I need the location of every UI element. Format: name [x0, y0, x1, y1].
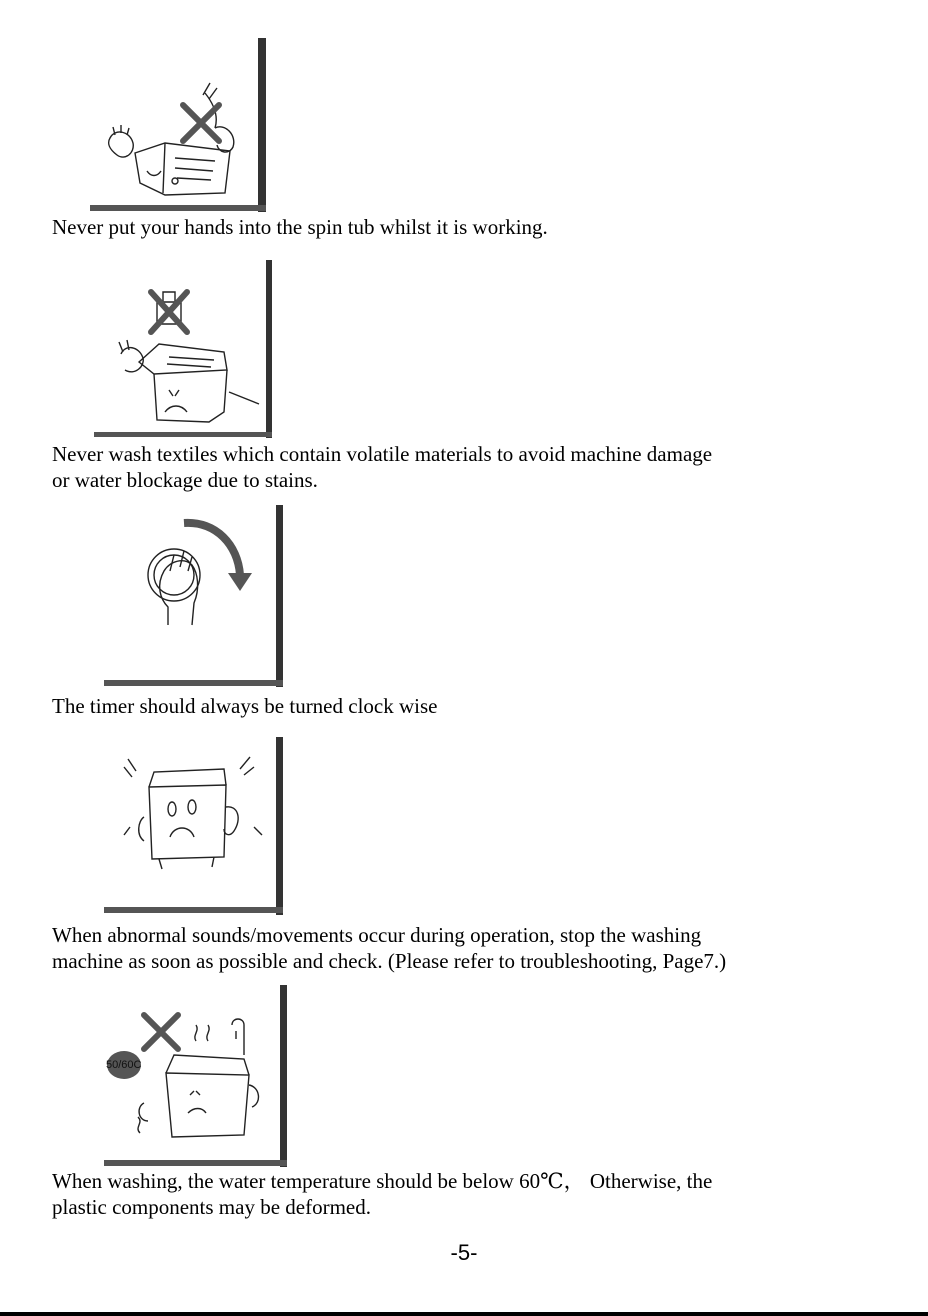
caption-2-line-1: Never wash textiles which contain volatile materials to avoid machine damage [52, 442, 713, 466]
hands-in-spin-tub-prohibited-icon [95, 43, 255, 203]
caption-4-line-2: machine as soon as possible and check. (Please refer to troubleshooting, Page7.) [52, 949, 727, 973]
bottom-rule [0, 1312, 928, 1316]
caption-1-line-1: Never put your hands into the spin tub whilst it is working. [52, 215, 548, 239]
caption-5-line-1: When washing, the water temperature should be below 60℃， Otherwise, the [52, 1169, 713, 1193]
volatile-textiles-prohibited-icon [99, 262, 269, 432]
illustration-frame-3 [104, 505, 284, 687]
temperature-badge-label: 50/60C [106, 1059, 142, 1071]
illustration-frame-1 [90, 38, 268, 212]
caption-2-line-2: or water blockage due to stains. [52, 468, 318, 492]
page-number: -5- [450, 1240, 478, 1265]
hot-water-prohibited-icon [104, 995, 274, 1155]
illustration-frame-2 [94, 260, 274, 438]
caption-4-line-1: When abnormal sounds/movements occur during operation, stop the washing [52, 923, 702, 947]
abnormal-sounds-machine-icon [114, 747, 274, 897]
illustration-frame-4 [104, 737, 284, 915]
turn-timer-clockwise-icon [134, 515, 284, 665]
caption-3-line-1: The timer should always be turned clock wise [52, 694, 438, 718]
illustration-frame-5 [104, 985, 288, 1167]
caption-5-line-2: plastic components may be deformed. [52, 1195, 371, 1219]
